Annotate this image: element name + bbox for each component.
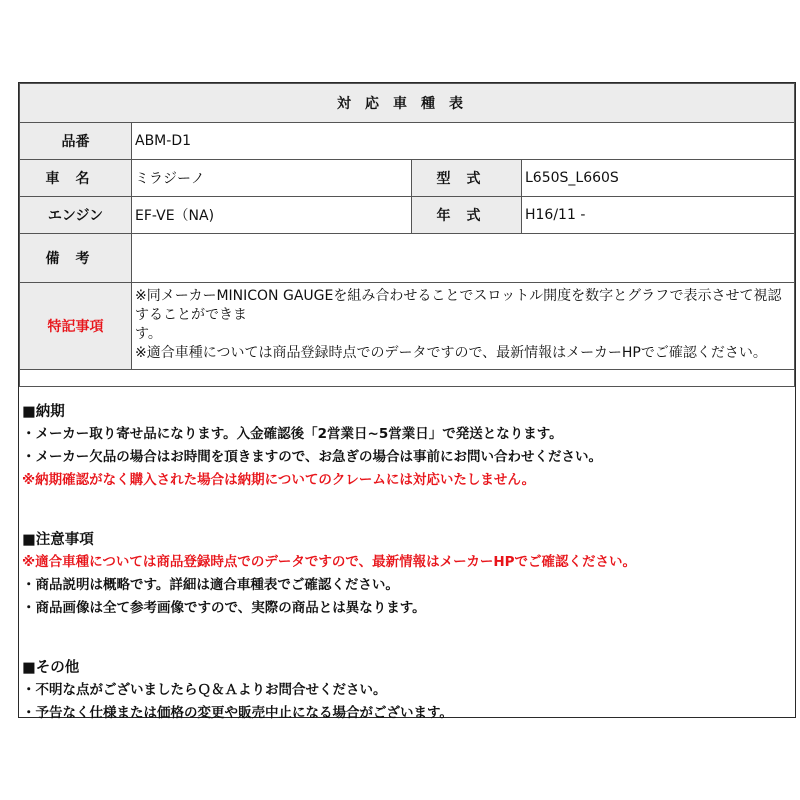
spacer-cell — [20, 370, 795, 387]
part-number-value: ABM-D1 — [132, 123, 795, 160]
special-note-line: す。 — [135, 326, 162, 342]
section-line: ・メーカー取り寄せ品になります。入金確認後「2営業日~5営業日」で発送となります。 — [22, 426, 563, 442]
special-note-line: ※適合車種については商品登録時点でのデータですので、最新情報はメーカーHPでご確認ください。 — [135, 345, 767, 361]
notes-area — [19, 387, 795, 725]
caution-section — [22, 529, 795, 620]
product-info-frame — [18, 82, 796, 721]
compatibility-table — [19, 83, 795, 387]
part-number-row — [20, 123, 795, 160]
section-gap — [22, 492, 795, 529]
engine-row — [20, 197, 795, 234]
special-notes-row — [20, 283, 795, 370]
model-value: L650S_L660S — [522, 160, 795, 197]
model-label: 型式 — [412, 160, 522, 197]
remarks-value — [132, 234, 795, 283]
spacer-row — [20, 370, 795, 387]
section-line: ・商品画像は全て参考画像ですので、実際の商品とは異なります。 — [22, 600, 426, 616]
section-line: ・予告なく仕様または価格の変更や販売中止になる場合がございます。 — [22, 705, 453, 721]
section-line: ・不明な点がございましたらＱ＆Ａよりお問合せください。 — [22, 682, 387, 698]
remarks-label: 備考 — [20, 234, 132, 283]
car-name-label: 車名 — [20, 160, 132, 197]
engine-value: EF-VE（NA) — [132, 197, 412, 234]
other-section — [22, 657, 795, 725]
part-number-label: 品番 — [20, 123, 132, 160]
section-title: ■納期 — [22, 404, 65, 420]
section-line: ・商品説明は概略です。詳細は適合車種表でご確認ください。 — [22, 577, 399, 593]
section-title: ■その他 — [22, 660, 80, 676]
section-line: ・メーカー欠品の場合はお時間を頂きますので、お急ぎの場合は事前にお問い合わせください。 — [22, 449, 602, 465]
year-label: 年式 — [412, 197, 522, 234]
section-title: ■注意事項 — [22, 532, 94, 548]
section-line-warning: ※適合車種については商品登録時点でのデータですので、最新情報はメーカーHPでご確認ください。 — [22, 554, 637, 570]
car-row — [20, 160, 795, 197]
delivery-section — [22, 401, 795, 492]
table-title: 対応車種表 — [20, 84, 795, 123]
section-line-warning: ※納期確認がなく購入された場合は納期についてのクレームには対応いたしません。 — [22, 472, 536, 488]
special-notes-label: 特記事項 — [20, 283, 132, 370]
table-title-row — [20, 84, 795, 123]
special-note-line: ※同メーカーMINICON GAUGEを組み合わせることでスロットル開度を数字とグラフで表示させて視認することができま — [135, 288, 782, 323]
section-gap — [22, 620, 795, 657]
remarks-row — [20, 234, 795, 283]
engine-label: エンジン — [20, 197, 132, 234]
car-name-value: ミラジーノ — [132, 160, 412, 197]
year-value: H16/11 - — [522, 197, 795, 234]
special-notes-cell — [132, 283, 795, 370]
